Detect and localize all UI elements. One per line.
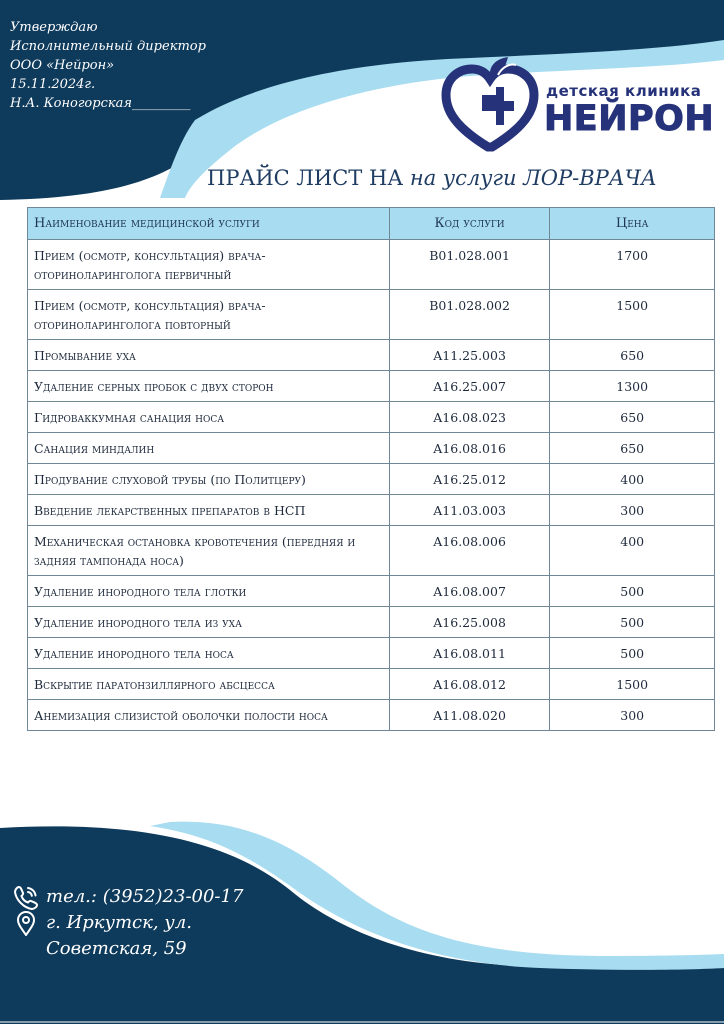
service-price: 500 (550, 607, 715, 638)
table-row (28, 638, 715, 669)
service-code: B01.028.002 (389, 290, 550, 340)
service-code: A16.08.023 (389, 402, 550, 433)
header-service-name: Наименование медицинской услуги (28, 208, 390, 240)
table-row (28, 240, 715, 290)
approval-block (10, 18, 206, 113)
service-price: 1700 (550, 240, 715, 290)
service-price: 650 (550, 340, 715, 371)
service-name: Прием (осмотр, консультация) врача-оториноларинголога повторный (28, 290, 390, 340)
logo-subtitle: детская клиника (546, 82, 702, 100)
title-part-2: на услуги ЛОР-ВРАЧА (409, 166, 657, 190)
service-code: A11.03.003 (389, 495, 550, 526)
table-row (28, 290, 715, 340)
table-row (28, 340, 715, 371)
service-code: A16.25.007 (389, 371, 550, 402)
logo-name: НЕЙРОН (544, 99, 715, 139)
service-price: 400 (550, 464, 715, 495)
approval-line-position: Исполнительный директор (10, 39, 206, 54)
header-service-code: Код услуги (389, 208, 550, 240)
service-name: Введение лекарственных препаратов в НСП (28, 495, 390, 526)
table-row (28, 371, 715, 402)
service-price: 650 (550, 433, 715, 464)
table-row (28, 495, 715, 526)
clinic-logo-text (544, 82, 714, 138)
service-name: Санация миндалин (28, 433, 390, 464)
service-name: Продувание слуховой трубы (по Политцеру) (28, 464, 390, 495)
phone-icon (14, 884, 38, 910)
phone-row (14, 884, 243, 910)
service-name: Удаление инородного тела из уха (28, 607, 390, 638)
service-name: Анемизация слизистой оболочки полости носа (28, 700, 390, 731)
service-code: A11.25.003 (389, 340, 550, 371)
table-row (28, 526, 715, 576)
service-price: 300 (550, 495, 715, 526)
approval-line-approved: Утверждаю (10, 20, 98, 35)
service-code: A16.08.012 (389, 669, 550, 700)
location-pin-icon (14, 910, 38, 936)
table-row (28, 607, 715, 638)
service-code: A16.25.012 (389, 464, 550, 495)
contacts-block (14, 884, 243, 962)
approval-line-signature: Н.А. Коногорская_________ (10, 96, 191, 111)
service-name: Удаление инородного тела носа (28, 638, 390, 669)
table-row (28, 669, 715, 700)
table-row (28, 700, 715, 731)
approval-line-date: 15.11.2024г. (10, 77, 96, 92)
service-code: A11.08.020 (389, 700, 550, 731)
service-name: Прием (осмотр, консультация) врача-оториноларинголога первичный (28, 240, 390, 290)
address-text (46, 910, 192, 962)
service-price: 500 (550, 638, 715, 669)
service-name: Удаление серных пробок с двух сторон (28, 371, 390, 402)
service-price: 650 (550, 402, 715, 433)
service-name: Механическая остановка кровотечения (передняя и задняя тампонада носа) (28, 526, 390, 576)
service-price: 1300 (550, 371, 715, 402)
table-row (28, 433, 715, 464)
table-row (28, 402, 715, 433)
address-line-2: Советская, 59 (46, 938, 187, 959)
address-line-1: г. Иркутск, ул. (46, 912, 192, 933)
service-name: Гидроваккумная санация носа (28, 402, 390, 433)
service-name: Промывание уха (28, 340, 390, 371)
service-code: A16.08.006 (389, 526, 550, 576)
service-code: A16.08.007 (389, 576, 550, 607)
approval-line-company: ООО «Нейрон» (10, 58, 115, 73)
service-name: Вскрытие паратонзиллярного абсцесса (28, 669, 390, 700)
service-code: B01.028.001 (389, 240, 550, 290)
service-price: 1500 (550, 290, 715, 340)
service-code: A16.25.008 (389, 607, 550, 638)
service-price: 300 (550, 700, 715, 731)
header-price: Цена (550, 208, 715, 240)
price-table (27, 207, 715, 731)
service-price: 400 (550, 526, 715, 576)
service-price: 500 (550, 576, 715, 607)
title-part-1: ПРАЙС ЛИСТ НА (207, 166, 410, 190)
address-row (14, 910, 243, 962)
table-row (28, 464, 715, 495)
service-code: A16.08.011 (389, 638, 550, 669)
table-row (28, 576, 715, 607)
phone-text: тел.: (3952)23-00-17 (46, 886, 244, 907)
service-price: 1500 (550, 669, 715, 700)
service-name: Удаление инородного тела глотки (28, 576, 390, 607)
page-title (207, 166, 657, 190)
service-code: A16.08.016 (389, 433, 550, 464)
table-header-row (28, 208, 715, 240)
